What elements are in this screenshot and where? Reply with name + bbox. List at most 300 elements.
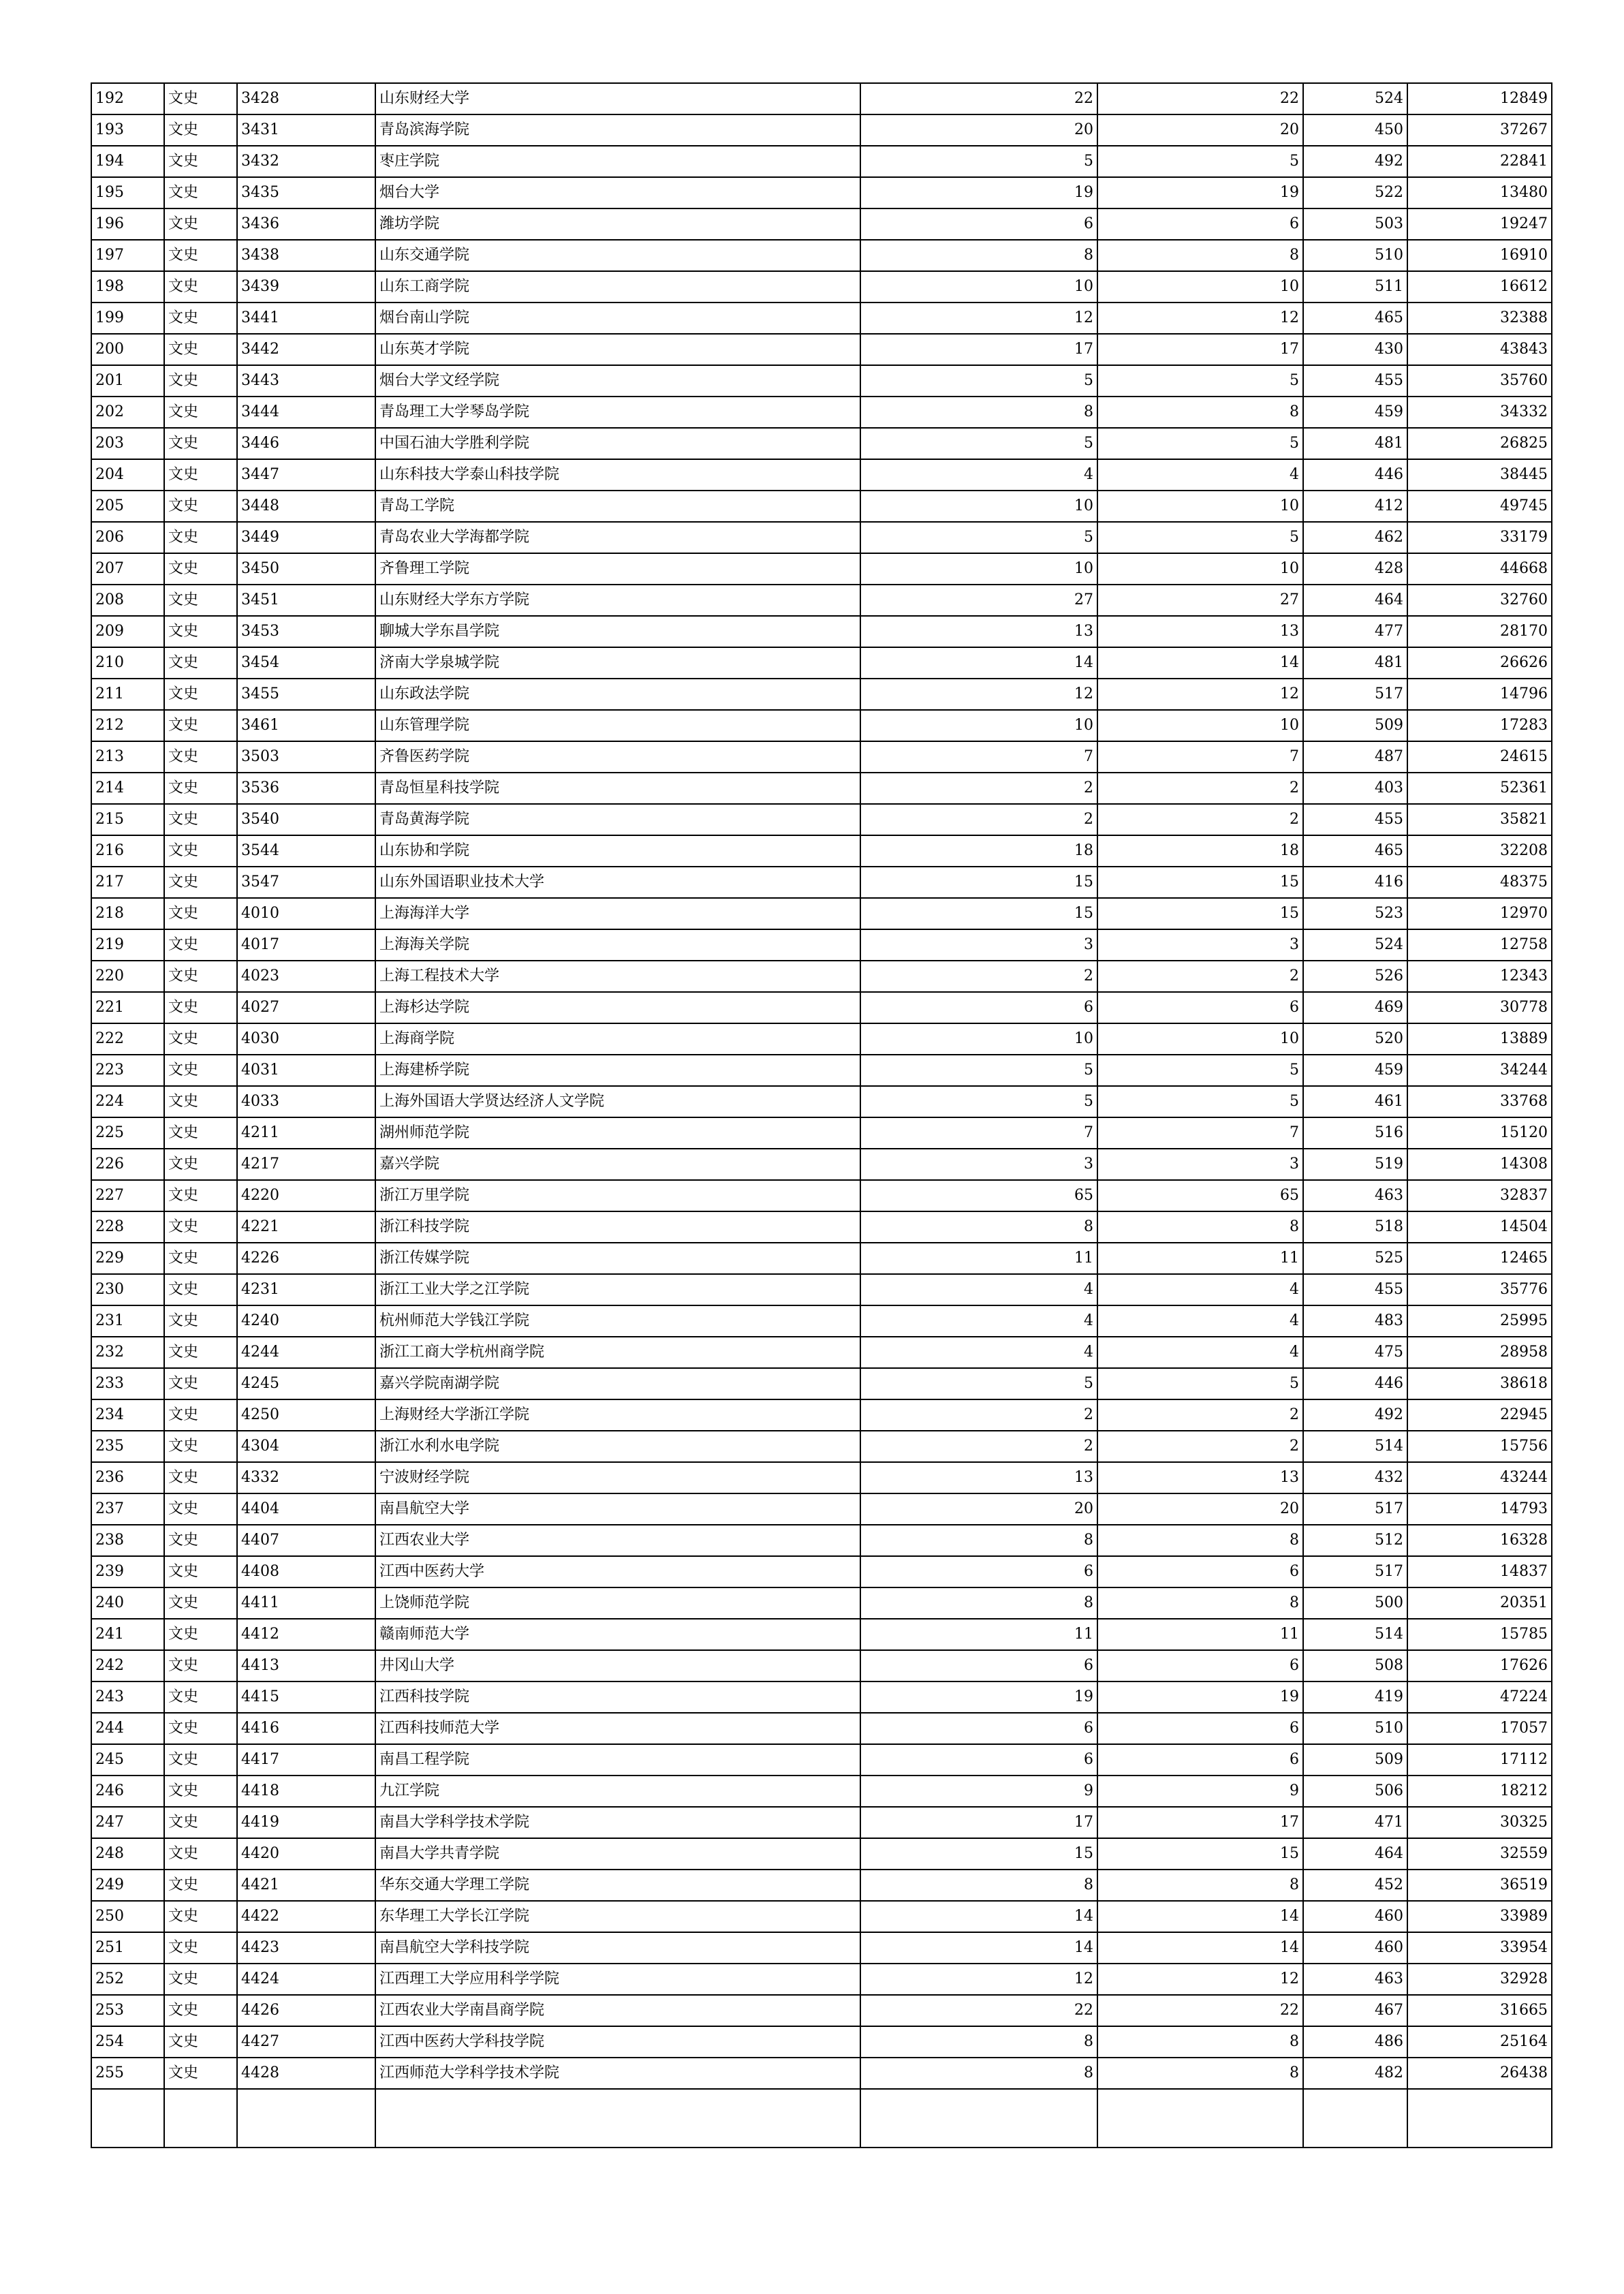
school-name-cell: 九江学院 [375, 1776, 860, 1807]
plan-count-cell: 65 [860, 1180, 1097, 1211]
plan-count-cell: 5 [860, 522, 1097, 553]
min-rank-cell: 12343 [1407, 961, 1552, 992]
row-index-cell: 201 [91, 365, 164, 397]
school-name-cell: 上饶师范学院 [375, 1587, 860, 1619]
plan-count-cell: 6 [860, 1713, 1097, 1744]
admitted-count-cell: 20 [1097, 114, 1303, 146]
min-rank-cell: 31665 [1407, 1995, 1552, 2026]
code-cell: 4428 [237, 2058, 375, 2089]
min-score-cell: 464 [1303, 1838, 1407, 1870]
school-name-cell: 潍坊学院 [375, 208, 860, 240]
table-row [91, 585, 1552, 616]
code-cell: 3443 [237, 365, 375, 397]
admitted-count-cell: 6 [1097, 1744, 1303, 1776]
min-rank-cell: 12465 [1407, 1243, 1552, 1274]
code-cell: 4033 [237, 1086, 375, 1117]
min-rank-cell: 17626 [1407, 1650, 1552, 1681]
school-name-cell: 山东政法学院 [375, 679, 860, 710]
table-row [91, 177, 1552, 208]
row-index-cell: 214 [91, 773, 164, 804]
code-cell: 3431 [237, 114, 375, 146]
category-cell: 文史 [164, 1964, 237, 1995]
table-row [91, 1932, 1552, 1964]
plan-count-cell: 8 [860, 1525, 1097, 1556]
min-score-cell: 520 [1303, 1023, 1407, 1055]
min-score-cell: 524 [1303, 83, 1407, 114]
min-rank-cell: 34244 [1407, 1055, 1552, 1086]
code-cell: 4220 [237, 1180, 375, 1211]
admitted-count-cell: 4 [1097, 1274, 1303, 1305]
plan-count-cell: 8 [860, 1587, 1097, 1619]
category-cell: 文史 [164, 1995, 237, 2026]
admitted-count-cell: 19 [1097, 177, 1303, 208]
code-cell: 4412 [237, 1619, 375, 1650]
admitted-count-cell: 3 [1097, 929, 1303, 961]
admitted-count-cell: 18 [1097, 835, 1303, 867]
row-index-cell: 243 [91, 1681, 164, 1713]
category-cell: 文史 [164, 773, 237, 804]
min-score-cell: 482 [1303, 2058, 1407, 2089]
min-rank-cell: 15120 [1407, 1117, 1552, 1149]
min-score-cell: 483 [1303, 1305, 1407, 1337]
school-name-cell: 江西科技师范大学 [375, 1713, 860, 1744]
min-score-cell: 403 [1303, 773, 1407, 804]
table-row [91, 1180, 1552, 1211]
plan-count-cell: 10 [860, 1023, 1097, 1055]
row-index-cell: 206 [91, 522, 164, 553]
plan-count-cell: 8 [860, 1211, 1097, 1243]
school-name-cell: 山东财经大学东方学院 [375, 585, 860, 616]
code-cell: 4423 [237, 1932, 375, 1964]
row-index-cell: 233 [91, 1368, 164, 1399]
table-row [91, 1305, 1552, 1337]
plan-count-cell: 12 [860, 1964, 1097, 1995]
admitted-count-cell: 8 [1097, 2026, 1303, 2058]
min-rank-cell: 20351 [1407, 1587, 1552, 1619]
category-cell: 文史 [164, 616, 237, 647]
min-score-cell: 508 [1303, 1650, 1407, 1681]
min-score-cell: 465 [1303, 303, 1407, 334]
min-score-cell: 430 [1303, 334, 1407, 365]
min-rank-cell: 32928 [1407, 1964, 1552, 1995]
min-rank-cell: 12849 [1407, 83, 1552, 114]
row-index-cell: 200 [91, 334, 164, 365]
row-index-cell: 250 [91, 1901, 164, 1932]
plan-count-cell: 6 [860, 1556, 1097, 1587]
empty-cell [237, 2089, 375, 2148]
plan-count-cell: 11 [860, 1619, 1097, 1650]
code-cell: 4416 [237, 1713, 375, 1744]
plan-count-cell: 6 [860, 1744, 1097, 1776]
code-cell: 3454 [237, 647, 375, 679]
table-row [91, 867, 1552, 898]
plan-count-cell: 22 [860, 1995, 1097, 2026]
plan-count-cell: 13 [860, 1462, 1097, 1493]
min-rank-cell: 14837 [1407, 1556, 1552, 1587]
code-cell: 3442 [237, 334, 375, 365]
code-cell: 4250 [237, 1399, 375, 1431]
admitted-count-cell: 5 [1097, 1055, 1303, 1086]
code-cell: 4217 [237, 1149, 375, 1180]
table-row [91, 1776, 1552, 1807]
school-name-cell: 浙江工商大学杭州商学院 [375, 1337, 860, 1368]
row-index-cell: 208 [91, 585, 164, 616]
table-row [91, 1462, 1552, 1493]
school-name-cell: 浙江水利水电学院 [375, 1431, 860, 1462]
min-rank-cell: 25164 [1407, 2026, 1552, 2058]
category-cell: 文史 [164, 1243, 237, 1274]
min-score-cell: 452 [1303, 1870, 1407, 1901]
category-cell: 文史 [164, 365, 237, 397]
min-rank-cell: 14504 [1407, 1211, 1552, 1243]
code-cell: 4221 [237, 1211, 375, 1243]
admitted-count-cell: 10 [1097, 553, 1303, 585]
code-cell: 3453 [237, 616, 375, 647]
code-cell: 4419 [237, 1807, 375, 1838]
category-cell: 文史 [164, 1776, 237, 1807]
school-name-cell: 江西理工大学应用科学学院 [375, 1964, 860, 1995]
table-row [91, 898, 1552, 929]
admitted-count-cell: 8 [1097, 1525, 1303, 1556]
admitted-count-cell: 12 [1097, 1964, 1303, 1995]
plan-count-cell: 15 [860, 867, 1097, 898]
admitted-count-cell: 10 [1097, 271, 1303, 303]
code-cell: 4211 [237, 1117, 375, 1149]
table-row [91, 240, 1552, 271]
category-cell: 文史 [164, 2058, 237, 2089]
category-cell: 文史 [164, 741, 237, 773]
min-rank-cell: 30325 [1407, 1807, 1552, 1838]
school-name-cell: 嘉兴学院南湖学院 [375, 1368, 860, 1399]
table-row [91, 459, 1552, 491]
min-score-cell: 416 [1303, 867, 1407, 898]
min-rank-cell: 33768 [1407, 1086, 1552, 1117]
empty-cell [375, 2089, 860, 2148]
school-name-cell: 上海商学院 [375, 1023, 860, 1055]
plan-count-cell: 9 [860, 1776, 1097, 1807]
admitted-count-cell: 27 [1097, 585, 1303, 616]
table-row [91, 961, 1552, 992]
row-index-cell: 203 [91, 428, 164, 459]
plan-count-cell: 19 [860, 177, 1097, 208]
row-index-cell: 249 [91, 1870, 164, 1901]
min-rank-cell: 17283 [1407, 710, 1552, 741]
min-rank-cell: 32559 [1407, 1838, 1552, 1870]
code-cell: 4304 [237, 1431, 375, 1462]
row-index-cell: 212 [91, 710, 164, 741]
table-row [91, 1681, 1552, 1713]
school-name-cell: 上海海关学院 [375, 929, 860, 961]
admitted-count-cell: 10 [1097, 491, 1303, 522]
plan-count-cell: 5 [860, 428, 1097, 459]
admitted-count-cell: 6 [1097, 1650, 1303, 1681]
min-score-cell: 450 [1303, 114, 1407, 146]
row-index-cell: 202 [91, 397, 164, 428]
admitted-count-cell: 12 [1097, 303, 1303, 334]
admitted-count-cell: 3 [1097, 1149, 1303, 1180]
plan-count-cell: 4 [860, 1305, 1097, 1337]
category-cell: 文史 [164, 710, 237, 741]
school-name-cell: 江西科技学院 [375, 1681, 860, 1713]
plan-count-cell: 15 [860, 898, 1097, 929]
code-cell: 4027 [237, 992, 375, 1023]
school-name-cell: 聊城大学东昌学院 [375, 616, 860, 647]
plan-count-cell: 2 [860, 804, 1097, 835]
admitted-count-cell: 4 [1097, 1305, 1303, 1337]
plan-count-cell: 8 [860, 2026, 1097, 2058]
school-name-cell: 赣南师范大学 [375, 1619, 860, 1650]
row-index-cell: 253 [91, 1995, 164, 2026]
min-rank-cell: 24615 [1407, 741, 1552, 773]
category-cell: 文史 [164, 585, 237, 616]
plan-count-cell: 15 [860, 1838, 1097, 1870]
table-row [91, 1086, 1552, 1117]
table-row [91, 1274, 1552, 1305]
code-cell: 4023 [237, 961, 375, 992]
category-cell: 文史 [164, 240, 237, 271]
plan-count-cell: 4 [860, 459, 1097, 491]
min-score-cell: 517 [1303, 1493, 1407, 1525]
admitted-count-cell: 8 [1097, 240, 1303, 271]
admitted-count-cell: 14 [1097, 647, 1303, 679]
code-cell: 4245 [237, 1368, 375, 1399]
min-rank-cell: 35821 [1407, 804, 1552, 835]
category-cell: 文史 [164, 1744, 237, 1776]
admitted-count-cell: 5 [1097, 365, 1303, 397]
category-cell: 文史 [164, 334, 237, 365]
table-row [91, 1556, 1552, 1587]
plan-count-cell: 14 [860, 1932, 1097, 1964]
plan-count-cell: 8 [860, 397, 1097, 428]
plan-count-cell: 10 [860, 271, 1097, 303]
plan-count-cell: 3 [860, 1149, 1097, 1180]
row-index-cell: 240 [91, 1587, 164, 1619]
admitted-count-cell: 11 [1097, 1243, 1303, 1274]
table-row [91, 1117, 1552, 1149]
min-score-cell: 460 [1303, 1901, 1407, 1932]
min-score-cell: 469 [1303, 992, 1407, 1023]
school-name-cell: 山东财经大学 [375, 83, 860, 114]
min-score-cell: 477 [1303, 616, 1407, 647]
plan-count-cell: 5 [860, 1055, 1097, 1086]
plan-count-cell: 4 [860, 1274, 1097, 1305]
school-name-cell: 浙江科技学院 [375, 1211, 860, 1243]
category-cell: 文史 [164, 1149, 237, 1180]
admitted-count-cell: 8 [1097, 1587, 1303, 1619]
category-cell: 文史 [164, 146, 237, 177]
school-name-cell: 杭州师范大学钱江学院 [375, 1305, 860, 1337]
min-rank-cell: 16612 [1407, 271, 1552, 303]
empty-table-row [91, 2089, 1552, 2148]
min-score-cell: 481 [1303, 647, 1407, 679]
school-name-cell: 江西中医药大学科技学院 [375, 2026, 860, 2058]
plan-count-cell: 8 [860, 240, 1097, 271]
plan-count-cell: 27 [860, 585, 1097, 616]
row-index-cell: 223 [91, 1055, 164, 1086]
min-rank-cell: 12758 [1407, 929, 1552, 961]
min-rank-cell: 32388 [1407, 303, 1552, 334]
min-score-cell: 428 [1303, 553, 1407, 585]
table-row [91, 1431, 1552, 1462]
min-rank-cell: 38445 [1407, 459, 1552, 491]
admitted-count-cell: 8 [1097, 1211, 1303, 1243]
code-cell: 4411 [237, 1587, 375, 1619]
code-cell: 3441 [237, 303, 375, 334]
row-index-cell: 199 [91, 303, 164, 334]
min-rank-cell: 25995 [1407, 1305, 1552, 1337]
school-name-cell: 青岛理工大学琴岛学院 [375, 397, 860, 428]
admitted-count-cell: 5 [1097, 428, 1303, 459]
min-rank-cell: 32837 [1407, 1180, 1552, 1211]
admitted-count-cell: 15 [1097, 898, 1303, 929]
admitted-count-cell: 4 [1097, 1337, 1303, 1368]
row-index-cell: 197 [91, 240, 164, 271]
row-index-cell: 232 [91, 1337, 164, 1368]
row-index-cell: 231 [91, 1305, 164, 1337]
plan-count-cell: 7 [860, 741, 1097, 773]
table-row [91, 1838, 1552, 1870]
table-row [91, 334, 1552, 365]
table-row [91, 365, 1552, 397]
min-rank-cell: 17112 [1407, 1744, 1552, 1776]
row-index-cell: 219 [91, 929, 164, 961]
category-cell: 文史 [164, 1086, 237, 1117]
category-cell: 文史 [164, 553, 237, 585]
row-index-cell: 194 [91, 146, 164, 177]
row-index-cell: 210 [91, 647, 164, 679]
table-row [91, 679, 1552, 710]
category-cell: 文史 [164, 898, 237, 929]
table-row [91, 1493, 1552, 1525]
school-name-cell: 上海建桥学院 [375, 1055, 860, 1086]
school-name-cell: 井冈山大学 [375, 1650, 860, 1681]
min-score-cell: 481 [1303, 428, 1407, 459]
category-cell: 文史 [164, 1399, 237, 1431]
category-cell: 文史 [164, 1055, 237, 1086]
row-index-cell: 251 [91, 1932, 164, 1964]
category-cell: 文史 [164, 459, 237, 491]
row-index-cell: 226 [91, 1149, 164, 1180]
category-cell: 文史 [164, 83, 237, 114]
school-name-cell: 浙江工业大学之江学院 [375, 1274, 860, 1305]
table-row [91, 1368, 1552, 1399]
min-score-cell: 463 [1303, 1180, 1407, 1211]
table-row [91, 929, 1552, 961]
table-row [91, 428, 1552, 459]
plan-count-cell: 19 [860, 1681, 1097, 1713]
plan-count-cell: 5 [860, 1086, 1097, 1117]
category-cell: 文史 [164, 647, 237, 679]
code-cell: 4404 [237, 1493, 375, 1525]
category-cell: 文史 [164, 929, 237, 961]
min-score-cell: 462 [1303, 522, 1407, 553]
category-cell: 文史 [164, 1337, 237, 1368]
admitted-count-cell: 5 [1097, 1086, 1303, 1117]
min-rank-cell: 16910 [1407, 240, 1552, 271]
plan-count-cell: 10 [860, 710, 1097, 741]
school-name-cell: 山东管理学院 [375, 710, 860, 741]
admitted-count-cell: 14 [1097, 1932, 1303, 1964]
code-cell: 4231 [237, 1274, 375, 1305]
row-index-cell: 193 [91, 114, 164, 146]
row-index-cell: 245 [91, 1744, 164, 1776]
min-score-cell: 519 [1303, 1149, 1407, 1180]
category-cell: 文史 [164, 2026, 237, 2058]
min-score-cell: 475 [1303, 1337, 1407, 1368]
row-index-cell: 198 [91, 271, 164, 303]
plan-count-cell: 17 [860, 1807, 1097, 1838]
table-row [91, 491, 1552, 522]
admitted-count-cell: 20 [1097, 1493, 1303, 1525]
row-index-cell: 205 [91, 491, 164, 522]
category-cell: 文史 [164, 1807, 237, 1838]
min-rank-cell: 28958 [1407, 1337, 1552, 1368]
code-cell: 4413 [237, 1650, 375, 1681]
category-cell: 文史 [164, 271, 237, 303]
min-rank-cell: 13480 [1407, 177, 1552, 208]
admitted-count-cell: 14 [1097, 1901, 1303, 1932]
school-name-cell: 山东协和学院 [375, 835, 860, 867]
min-rank-cell: 30778 [1407, 992, 1552, 1023]
plan-count-cell: 2 [860, 961, 1097, 992]
min-score-cell: 459 [1303, 1055, 1407, 1086]
row-index-cell: 229 [91, 1243, 164, 1274]
table-row [91, 83, 1552, 114]
plan-count-cell: 6 [860, 1650, 1097, 1681]
category-cell: 文史 [164, 835, 237, 867]
row-index-cell: 248 [91, 1838, 164, 1870]
min-score-cell: 455 [1303, 1274, 1407, 1305]
code-cell: 3436 [237, 208, 375, 240]
table-row [91, 1399, 1552, 1431]
row-index-cell: 211 [91, 679, 164, 710]
row-index-cell: 217 [91, 867, 164, 898]
school-name-cell: 南昌航空大学科技学院 [375, 1932, 860, 1964]
min-score-cell: 461 [1303, 1086, 1407, 1117]
min-score-cell: 419 [1303, 1681, 1407, 1713]
school-name-cell: 南昌大学共青学院 [375, 1838, 860, 1870]
school-name-cell: 青岛恒星科技学院 [375, 773, 860, 804]
category-cell: 文史 [164, 992, 237, 1023]
empty-cell [1407, 2089, 1552, 2148]
min-rank-cell: 33989 [1407, 1901, 1552, 1932]
admitted-count-cell: 6 [1097, 1556, 1303, 1587]
table-body [91, 83, 1552, 2148]
code-cell: 3455 [237, 679, 375, 710]
plan-count-cell: 10 [860, 553, 1097, 585]
row-index-cell: 225 [91, 1117, 164, 1149]
category-cell: 文史 [164, 208, 237, 240]
table-row [91, 1525, 1552, 1556]
category-cell: 文史 [164, 1525, 237, 1556]
admitted-count-cell: 2 [1097, 773, 1303, 804]
row-index-cell: 221 [91, 992, 164, 1023]
code-cell: 3503 [237, 741, 375, 773]
min-score-cell: 459 [1303, 397, 1407, 428]
code-cell: 4424 [237, 1964, 375, 1995]
min-score-cell: 455 [1303, 804, 1407, 835]
category-cell: 文史 [164, 303, 237, 334]
code-cell: 3435 [237, 177, 375, 208]
row-index-cell: 246 [91, 1776, 164, 1807]
category-cell: 文史 [164, 1870, 237, 1901]
school-name-cell: 上海外国语大学贤达经济人文学院 [375, 1086, 860, 1117]
plan-count-cell: 20 [860, 1493, 1097, 1525]
min-score-cell: 492 [1303, 146, 1407, 177]
school-name-cell: 青岛黄海学院 [375, 804, 860, 835]
admitted-count-cell: 19 [1097, 1681, 1303, 1713]
school-name-cell: 南昌工程学院 [375, 1744, 860, 1776]
